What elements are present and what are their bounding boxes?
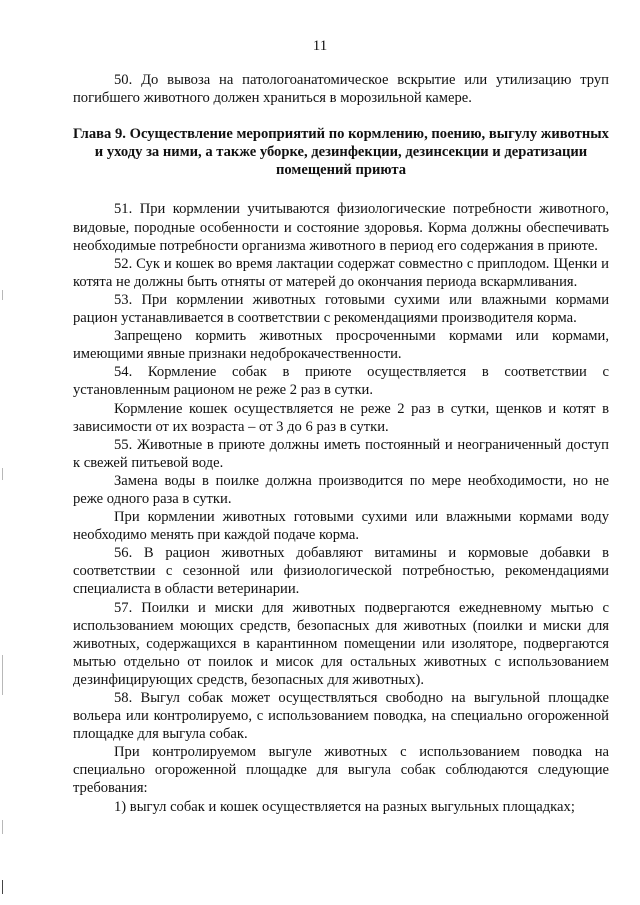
scan-margin-mark — [2, 880, 3, 894]
paragraph-52: 52. Сук и кошек во время лактации содержат совместно с приплодом. Щенки и котята не должны быть отняты от матерей до окончания периода вскармливания. — [73, 255, 609, 290]
paragraph-56: 56. В рацион животных добавляют витамины и кормовые добавки в соответствии с сезонной или физиологической потребностью, рекомендациями специалиста в области ветеринарии. — [73, 545, 609, 598]
paragraph-55-continued-2: При кормлении животных готовыми сухими или влажными кормами воду необходимо менять при каждой подаче корма. — [73, 509, 609, 544]
paragraph-53: 53. При кормлении животных готовыми сухими или влажными кормами рацион устанавливается в соответствии с рекомендациями производителя корма. — [73, 291, 609, 327]
paragraph-53-continued: Запрещено кормить животных просроченными кормами или кормами, имеющими явные признаки недоброкачественности. — [73, 328, 609, 363]
paragraph-51: 51. При кормлении учитываются физиологические потребности животного, видовые, породные особенности и состояние здоровья. Корма должны обеспечивать необходимые потребности организма животного в период его содержания в приюте. — [73, 201, 609, 254]
chapter-9-heading: Глава 9. Осуществление мероприятий по кормлению, поению, выгулу животных и уходу за ними, а также уборке, дезинфекции, дезинсекции и дератизации помещений приюта — [73, 126, 609, 179]
page-number: 11 — [312, 38, 328, 54]
paragraph-57: 57. Поилки и миски для животных подвергаются ежедневному мытью с использованием моющих средств, безопасных для животных (поилки и миски для животных, содержащихся в карантинном помещении или изоляторе, подвергаются мытью отдельно от поилок и мисок для остальных животных с использованием дезинфицирующих средств, безопасных для животных). — [73, 599, 609, 688]
paragraph-50: 50. До вывоза на патологоанатомическое вскрытие или утилизацию труп погибшего животного должен храниться в морозильной камере. — [73, 72, 609, 107]
paragraph-58: 58. Выгул собак может осуществляться свободно на выгульной площадке вольера или контролируемо, с использованием поводка, на специально огороженной площадке для выгула собак. — [73, 690, 609, 743]
scan-margin-mark — [2, 820, 3, 834]
scan-margin-mark — [2, 468, 3, 480]
scan-margin-mark — [2, 290, 3, 300]
paragraph-55: 55. Животные в приюте должны иметь постоянный и неограниченный доступ к свежей питьевой воде. — [73, 436, 609, 471]
paragraph-54-continued: Кормление кошек осуществляется не реже 2 раз в сутки, щенков и котят в зависимости от их возраста – от 3 до 6 раз в сутки. — [73, 400, 609, 435]
scan-margin-mark — [2, 655, 3, 695]
paragraph-54: 54. Кормление собак в приюте осуществляется в соответствии с установленным рационом не реже 2 раз в сутки. — [73, 364, 609, 399]
paragraph-58-continued: При контролируемом выгуле животных с использованием поводка на специально огороженной площадке для выгула собак соблюдаются следующие требования: — [73, 744, 609, 797]
paragraph-55-continued: Замена воды в поилке должна производится по мере необходимости, но не реже одного раза в сутки. — [73, 472, 609, 507]
document-body — [73, 71, 609, 816]
paragraph-58-list-item-1: 1) выгул собак и кошек осуществляется на разных выгульных площадках; — [114, 798, 575, 815]
